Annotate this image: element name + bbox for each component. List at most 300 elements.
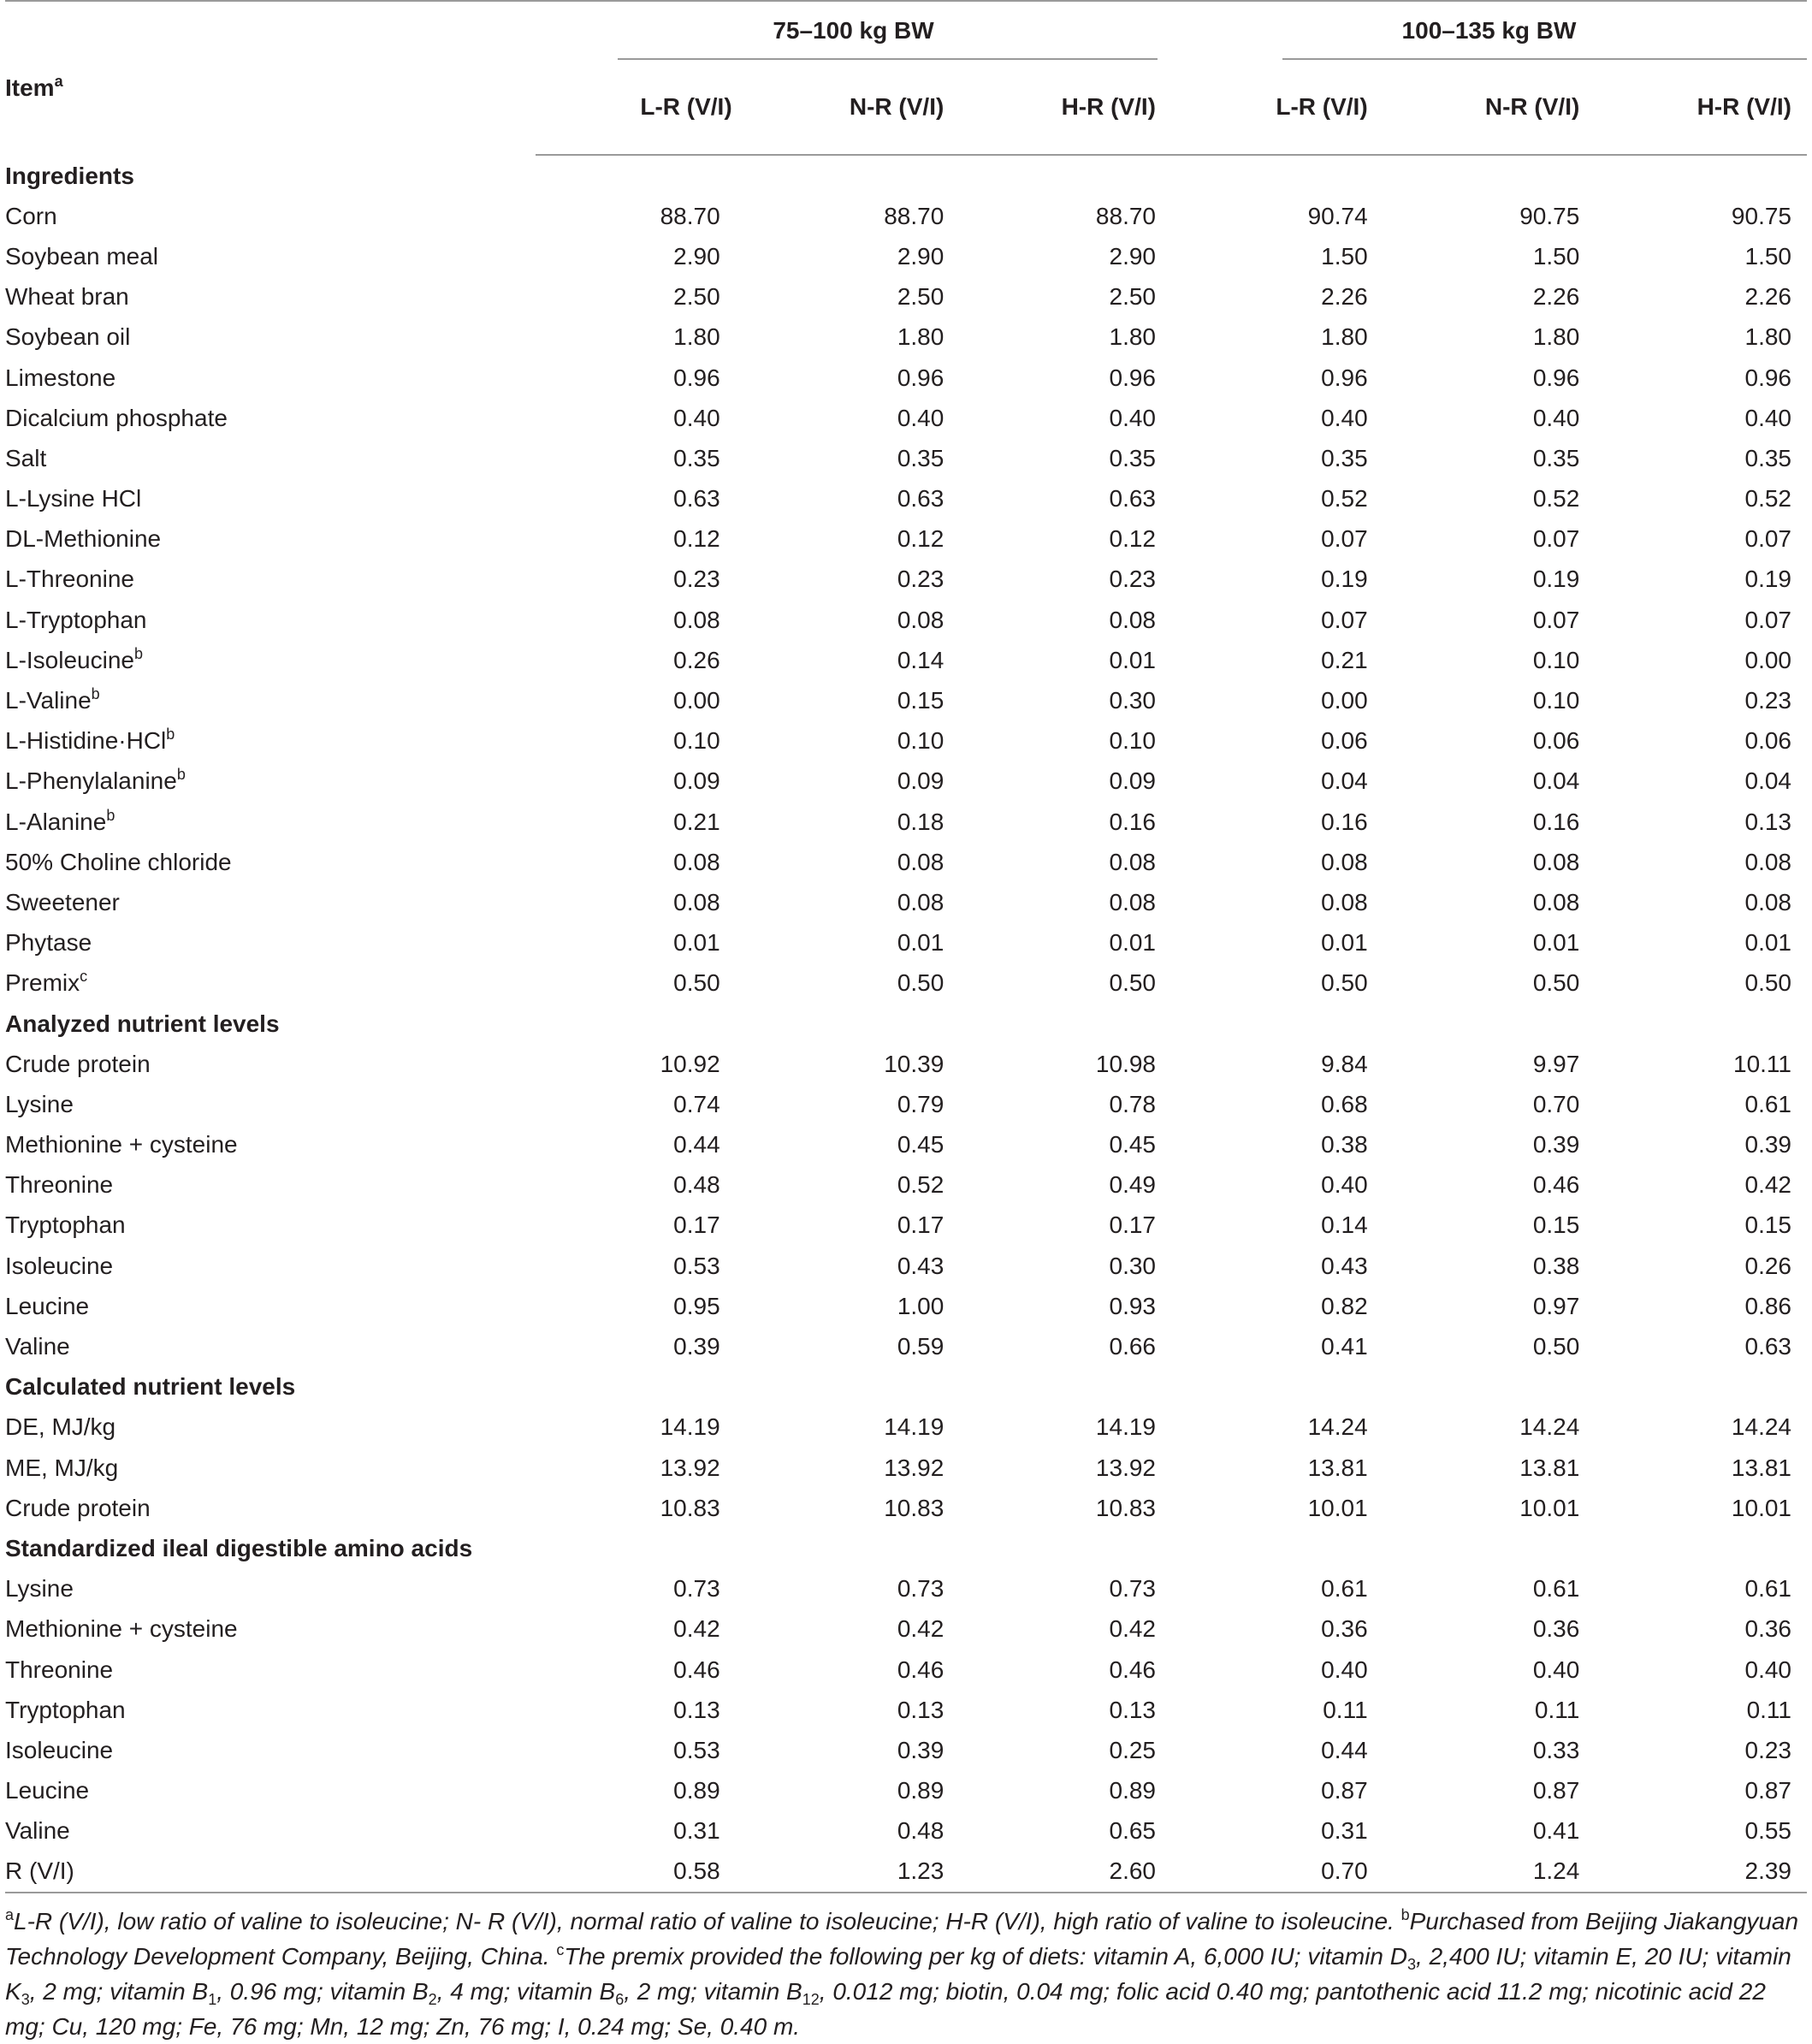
table-cell: 1.80: [1744, 323, 1791, 351]
table-cell: 10.83: [1095, 1494, 1156, 1521]
table-cell: 1.24: [1383, 1851, 1596, 1893]
table-cell: 0.86: [1744, 1292, 1791, 1319]
column-header: L-R (V/I): [536, 60, 748, 155]
table-cell: 2.26: [1321, 283, 1368, 311]
table-cell: 0.50: [1532, 1333, 1580, 1360]
table-cell: 1.80: [1321, 323, 1368, 351]
table-cell: 0.97: [1532, 1292, 1580, 1319]
table-cell: 0.89: [897, 1777, 944, 1804]
row-label-text: Crude protein: [5, 1494, 151, 1521]
row-label-text: Corn: [5, 202, 57, 229]
table-cell: 0.07: [1532, 525, 1580, 553]
row-label-text: Soybean meal: [5, 242, 159, 270]
footnote-part: The premix provided the following per kg of diets: vitamin A, 6,000 IU; vitamin D: [564, 1943, 1408, 1970]
row-label: [5, 842, 536, 882]
row-label-text: Crude protein: [5, 1050, 151, 1077]
table-row: [5, 1246, 1807, 1286]
table-cell: 13.92: [660, 1454, 720, 1481]
table-row: [5, 1286, 1807, 1326]
row-label-text: ME, MJ/kg: [5, 1454, 119, 1481]
table-cell: 0.95: [673, 1292, 720, 1319]
row-label-text: Leucine: [5, 1292, 90, 1319]
row-label: [5, 721, 536, 761]
table-cell: 0.00: [1321, 687, 1368, 714]
section-header-row: [5, 1528, 1807, 1568]
table-row: [5, 1730, 1807, 1770]
table-cell: 0.16: [1321, 808, 1368, 835]
table-cell: 0.39: [673, 1333, 720, 1360]
table-cell: 0.08: [897, 848, 944, 875]
table-row: [5, 1811, 1807, 1851]
row-label: [5, 1326, 536, 1366]
table-row: [5, 438, 1807, 478]
row-label: [5, 1286, 536, 1326]
row-label-text: Tryptophan: [5, 1696, 126, 1723]
table-cell: 0.52: [1744, 485, 1791, 512]
row-label-text: Tryptophan: [5, 1212, 126, 1239]
row-label: [5, 923, 536, 963]
table-cell: 10.83: [884, 1494, 944, 1521]
table-cell: 10.01: [1307, 1494, 1368, 1521]
row-label-text: Wheat bran: [5, 283, 129, 311]
row-label-footnote-mark: b: [106, 806, 115, 824]
table-row: [5, 963, 1807, 1004]
footnote-part: c: [556, 1941, 565, 1959]
table-cell: 0.73: [1109, 1575, 1156, 1603]
table-cell: 0.08: [1532, 848, 1580, 875]
row-label: [5, 1125, 536, 1165]
footnote-part: 6: [615, 1991, 625, 2009]
row-label: [5, 1407, 536, 1448]
row-label-text: L-Lysine HCl: [5, 485, 142, 512]
table-cell: 0.40: [1321, 1656, 1368, 1683]
row-label-text: DL-Methionine: [5, 525, 162, 553]
table-cell: 14.19: [660, 1413, 720, 1441]
table-cell: 0.12: [673, 525, 720, 553]
table-cell: 0.55: [1744, 1817, 1791, 1845]
table-cell: 0.08: [1109, 848, 1156, 875]
table-cell: 0.35: [897, 444, 944, 471]
table-cell: 0.23: [1109, 566, 1156, 593]
table-cell: 0.44: [1321, 1736, 1368, 1763]
table-row: [5, 1165, 1807, 1206]
table-cell: 0.42: [673, 1615, 720, 1643]
table-cell: 0.61: [1532, 1575, 1580, 1603]
column-header: N-R (V/I): [748, 60, 960, 155]
table-cell: 0.17: [1109, 1212, 1156, 1239]
table-cell: 0.50: [1321, 969, 1368, 997]
table-cell: 0.43: [897, 1252, 944, 1279]
table-cell: 90.74: [1307, 202, 1368, 229]
row-label-text: R (V/I): [5, 1857, 74, 1885]
row-label: [5, 963, 536, 1004]
table-cell: 0.08: [1321, 888, 1368, 915]
table-cell: 0.00: [673, 687, 720, 714]
footnote-part: 12: [802, 1991, 820, 2009]
table-row: [5, 1690, 1807, 1730]
table-cell: 0.21: [673, 808, 720, 835]
table-cell: 0.48: [673, 1171, 720, 1199]
table-cell: 1.80: [673, 323, 720, 351]
table-cell: 0.13: [1109, 1696, 1156, 1723]
row-label-text: Leucine: [5, 1777, 90, 1804]
table-row: [5, 196, 1807, 236]
row-label-footnote-mark: b: [91, 685, 100, 703]
table-cell: 0.00: [1744, 646, 1791, 673]
table-cell: 0.63: [897, 485, 944, 512]
table-cell: 0.50: [1109, 969, 1156, 997]
item-header-sup: a: [54, 72, 63, 90]
table-row: [5, 1326, 1807, 1366]
table-cell: 0.09: [673, 767, 720, 795]
footnote-part: , 0.96 mg; vitamin B: [216, 1978, 429, 2005]
row-label-footnote-mark: c: [80, 968, 88, 986]
table-cell: 0.08: [1744, 888, 1791, 915]
table-cell: 0.04: [1744, 767, 1791, 795]
group-header-75-100: [536, 1, 1171, 60]
row-label: [5, 1811, 536, 1851]
table-cell: 0.15: [1532, 1212, 1580, 1239]
table-cell: 0.36: [1532, 1615, 1580, 1643]
column-header: L-R (V/I): [1171, 60, 1383, 155]
table-cell: 0.07: [1744, 606, 1791, 633]
footnote-part: L-R (V/I), low ratio of valine to isoleucine; N- R (V/I), normal ratio of valine to isoleucine; H-R (V/I), high ratio of valine to isoleucine.: [14, 1908, 1401, 1935]
table-cell: 0.14: [1321, 1212, 1368, 1239]
table-row: [5, 1488, 1807, 1528]
table-cell: 0.66: [1109, 1333, 1156, 1360]
table-cell: 0.79: [897, 1090, 944, 1117]
table-cell: 0.10: [1532, 646, 1580, 673]
table-cell: 1.50: [1532, 242, 1580, 270]
table-cell: 0.41: [1321, 1333, 1368, 1360]
table-cell: 0.07: [1532, 606, 1580, 633]
table-cell: 0.08: [673, 606, 720, 633]
table-cell: 0.40: [673, 404, 720, 431]
table-cell: 0.40: [1532, 1656, 1580, 1683]
group-header-100-135: [1171, 1, 1807, 60]
table-cell: 0.41: [1532, 1817, 1580, 1845]
table-cell: 0.16: [1532, 808, 1580, 835]
table-cell: 2.90: [897, 242, 944, 270]
row-label: [5, 1690, 536, 1730]
table-cell: 2.26: [1744, 283, 1791, 311]
table-cell: 0.46: [897, 1656, 944, 1683]
table-cell: 88.70: [884, 202, 944, 229]
table-header: [5, 1, 1807, 155]
table-cell: 0.08: [673, 848, 720, 875]
table-cell: 10.39: [884, 1050, 944, 1077]
table-cell: 2.90: [673, 242, 720, 270]
table-cell: 0.40: [1744, 1656, 1791, 1683]
group-header-100-135-text: 100–135 kg BW: [1401, 17, 1577, 44]
table-cell: 0.23: [1744, 1736, 1791, 1763]
table-cell: 0.06: [1532, 727, 1580, 755]
table-row: [5, 1448, 1807, 1488]
table-cell: 90.75: [1731, 202, 1791, 229]
table-cell: 0.40: [1532, 404, 1580, 431]
table-cell: 0.42: [897, 1615, 944, 1643]
row-label: [5, 519, 536, 560]
row-label: [5, 236, 536, 276]
group-header-75-100-text: 75–100 kg BW: [773, 17, 934, 44]
table-cell: 0.52: [897, 1171, 944, 1199]
section-header-row: [5, 1004, 1807, 1044]
table-cell: 0.08: [897, 606, 944, 633]
table-cell: 0.58: [536, 1851, 748, 1893]
table-row: [5, 761, 1807, 802]
table-row: [5, 1044, 1807, 1084]
table-cell: 13.92: [884, 1454, 944, 1481]
table-cell: 10.83: [660, 1494, 720, 1521]
table-cell: 0.45: [897, 1131, 944, 1158]
table-cell: 0.35: [1321, 444, 1368, 471]
row-label-text: L-Isoleucine: [5, 646, 134, 673]
row-label: [5, 317, 536, 358]
table-cell: 14.19: [884, 1413, 944, 1441]
row-label: [5, 1448, 536, 1488]
table-cell: 0.10: [897, 727, 944, 755]
table-row: [5, 1650, 1807, 1690]
table-cell: 2.90: [1109, 242, 1156, 270]
footnote-part: a: [5, 1906, 15, 1924]
table-cell: 0.18: [897, 808, 944, 835]
column-header: N-R (V/I): [1383, 60, 1596, 155]
table-cell: 1.50: [1321, 242, 1368, 270]
section-title: Ingredients: [5, 162, 134, 189]
table-cell: 14.19: [1095, 1413, 1156, 1441]
table-cell: 0.16: [1109, 808, 1156, 835]
section-header-row: [5, 155, 1807, 196]
diet-composition-table: [5, 0, 1807, 1893]
row-label: [5, 1488, 536, 1528]
footnote-part: , 2,400 IU; vitamin E, 20 IU; vitamin K: [5, 1943, 1791, 2005]
section-title: Analyzed nutrient levels: [5, 1010, 280, 1037]
table-cell: 0.82: [1321, 1292, 1368, 1319]
table-cell: 0.30: [1109, 1252, 1156, 1279]
table-cell: 0.89: [1109, 1777, 1156, 1804]
table-cell: 0.11: [1746, 1696, 1791, 1723]
table-cell: 0.73: [673, 1575, 720, 1603]
table-cell: 0.08: [1532, 888, 1580, 915]
table-cell: 0.61: [1744, 1090, 1791, 1117]
table-cell: 2.50: [1109, 283, 1156, 311]
row-label: [5, 680, 536, 720]
table-cell: 0.96: [1321, 364, 1368, 391]
footnote-part: 3: [21, 1991, 30, 2009]
table-cell: 14.24: [1307, 1413, 1368, 1441]
row-label-text: Threonine: [5, 1171, 114, 1199]
table-cell: 2.39: [1595, 1851, 1807, 1893]
table-row: [5, 600, 1807, 640]
row-label-text: L-Histidine·HCl: [5, 727, 167, 755]
row-label-footnote-mark: b: [133, 644, 143, 662]
table-cell: 0.13: [897, 1696, 944, 1723]
table-cell: 0.19: [1321, 566, 1368, 593]
row-label: [5, 277, 536, 317]
table-row: [5, 1125, 1807, 1165]
table-cell: 0.23: [1744, 687, 1791, 714]
table-cell: 0.65: [1109, 1817, 1156, 1845]
table-cell: 0.01: [1109, 929, 1156, 957]
table-cell: 0.06: [1744, 727, 1791, 755]
table-cell: 1.80: [1532, 323, 1580, 351]
table-cell: 0.04: [1532, 767, 1580, 795]
table-cell: 0.49: [1109, 1171, 1156, 1199]
row-label-text: Limestone: [5, 364, 116, 391]
table-cell: 13.81: [1307, 1454, 1368, 1481]
header-row-groups: [5, 1, 1807, 60]
table-cell: 2.26: [1532, 283, 1580, 311]
row-label-text: L-Phenylalanine: [5, 767, 177, 795]
table-cell: 0.35: [673, 444, 720, 471]
table-cell: 0.45: [1109, 1131, 1156, 1158]
table-cell: 0.40: [1321, 404, 1368, 431]
footnote-part: 3: [1407, 1956, 1417, 1974]
row-label: [5, 479, 536, 519]
table-cell: 0.17: [897, 1212, 944, 1239]
table-cell: 0.73: [897, 1575, 944, 1603]
table-cell: 0.07: [1321, 606, 1368, 633]
row-label-text: L-Tryptophan: [5, 606, 147, 633]
table-row: [5, 560, 1807, 600]
table-cell: 0.08: [1109, 888, 1156, 915]
table-cell: 0.96: [1109, 364, 1156, 391]
footnote-part: , 4 mg; vitamin B: [436, 1978, 616, 2005]
table-row: [5, 721, 1807, 761]
section-title: Calculated nutrient levels: [5, 1373, 296, 1401]
row-label-text: Dicalcium phosphate: [5, 404, 228, 431]
row-label-text: L-Alanine: [5, 808, 107, 835]
row-label-footnote-mark: b: [176, 766, 186, 784]
table-cell: 0.87: [1532, 1777, 1580, 1804]
table-cell: 0.08: [673, 888, 720, 915]
table-cell: 9.97: [1532, 1050, 1580, 1077]
table-cell: 88.70: [1095, 202, 1156, 229]
table-cell: 0.09: [897, 767, 944, 795]
table-cell: 0.01: [1532, 929, 1580, 957]
table-row: [5, 1569, 1807, 1609]
row-label-text: Valine: [5, 1333, 70, 1360]
table-row: [5, 1609, 1807, 1650]
table-cell: 0.96: [1744, 364, 1791, 391]
table-cell: 0.96: [1532, 364, 1580, 391]
table-cell: 0.70: [1532, 1090, 1580, 1117]
footnote-part: b: [1400, 1906, 1410, 1924]
row-label: [5, 358, 536, 398]
row-label-text: Isoleucine: [5, 1252, 114, 1279]
table-row: [5, 680, 1807, 720]
table-row: [5, 640, 1807, 680]
item-column-header: [5, 1, 536, 155]
table-cell: 1.80: [897, 323, 944, 351]
table-row: [5, 802, 1807, 842]
section-header-row: [5, 1367, 1807, 1407]
footnote-part: , 2 mg; vitamin B: [29, 1978, 209, 2005]
row-label: [5, 438, 536, 478]
table-cell: 0.87: [1321, 1777, 1368, 1804]
table-cell: 0.26: [1744, 1252, 1791, 1279]
table-cell: 0.01: [673, 929, 720, 957]
table-row: [5, 842, 1807, 882]
table-cell: 0.15: [1744, 1212, 1791, 1239]
table-cell: 0.36: [1321, 1615, 1368, 1643]
table-cell: 0.01: [1744, 929, 1791, 957]
row-label: [5, 398, 536, 438]
table-cell: 0.40: [897, 404, 944, 431]
table-cell: 0.10: [673, 727, 720, 755]
table-cell: 0.39: [897, 1736, 944, 1763]
table-cell: 0.42: [1109, 1615, 1156, 1643]
table-cell: 0.12: [1109, 525, 1156, 553]
table-cell: 0.63: [1109, 485, 1156, 512]
table-cell: 13.81: [1519, 1454, 1580, 1481]
table-cell: 0.46: [1109, 1656, 1156, 1683]
table-cell: 0.39: [1532, 1131, 1580, 1158]
row-label: [5, 1730, 536, 1770]
table-row: [5, 1084, 1807, 1124]
footnote-part: , 2 mg; vitamin B: [624, 1978, 802, 2005]
table-cell: 88.70: [660, 202, 720, 229]
table-cell: 0.63: [1744, 1333, 1791, 1360]
table-cell: 0.35: [1744, 444, 1791, 471]
table-row: [5, 882, 1807, 922]
row-label: [5, 1165, 536, 1206]
row-label-text: Valine: [5, 1817, 70, 1845]
table-cell: 0.19: [1744, 566, 1791, 593]
table-cell: 0.39: [1744, 1131, 1791, 1158]
row-label: [5, 1569, 536, 1609]
table-cell: 0.14: [897, 646, 944, 673]
table-cell: 0.74: [673, 1090, 720, 1117]
table-document: [5, 0, 1807, 2044]
table-cell: 0.04: [1321, 767, 1368, 795]
table-cell: 10.01: [1519, 1494, 1580, 1521]
table-row: [5, 1771, 1807, 1811]
footnote-part: Purchased from Beijing Jiakangyuan Technology Development Company, Beijing, China.: [5, 1908, 1799, 1970]
column-header: H-R (V/I): [1595, 60, 1807, 155]
table-cell: 0.40: [1109, 404, 1156, 431]
table-cell: 0.40: [1321, 1171, 1368, 1199]
table-cell: 90.75: [1519, 202, 1580, 229]
table-cell: 1.80: [1109, 323, 1156, 351]
table-cell: 0.31: [1321, 1817, 1368, 1845]
table-row: [5, 519, 1807, 560]
table-cell: 0.07: [1321, 525, 1368, 553]
table-row: [5, 1851, 1807, 1893]
table-cell: 0.52: [1321, 485, 1368, 512]
table-cell: 0.08: [1109, 606, 1156, 633]
table-cell: 0.50: [1532, 969, 1580, 997]
table-cell: 0.63: [673, 485, 720, 512]
table-cell: 2.50: [897, 283, 944, 311]
table-cell: 10.01: [1731, 1494, 1791, 1521]
row-label: [5, 1771, 536, 1811]
table-cell: 0.01: [1321, 929, 1368, 957]
table-cell: 1.00: [897, 1292, 944, 1319]
table-cell: 0.08: [897, 888, 944, 915]
table-row: [5, 358, 1807, 398]
table-cell: 14.24: [1519, 1413, 1580, 1441]
table-cell: 0.78: [1109, 1090, 1156, 1117]
row-label-footnote-mark: b: [166, 726, 175, 744]
row-label-text: Methionine + cysteine: [5, 1131, 238, 1158]
table-cell: 0.68: [1321, 1090, 1368, 1117]
table-cell: 14.24: [1731, 1413, 1791, 1441]
table-cell: 0.23: [673, 566, 720, 593]
table-cell: 0.89: [673, 1777, 720, 1804]
table-cell: 13.81: [1731, 1454, 1791, 1481]
table-cell: 0.36: [1744, 1615, 1791, 1643]
